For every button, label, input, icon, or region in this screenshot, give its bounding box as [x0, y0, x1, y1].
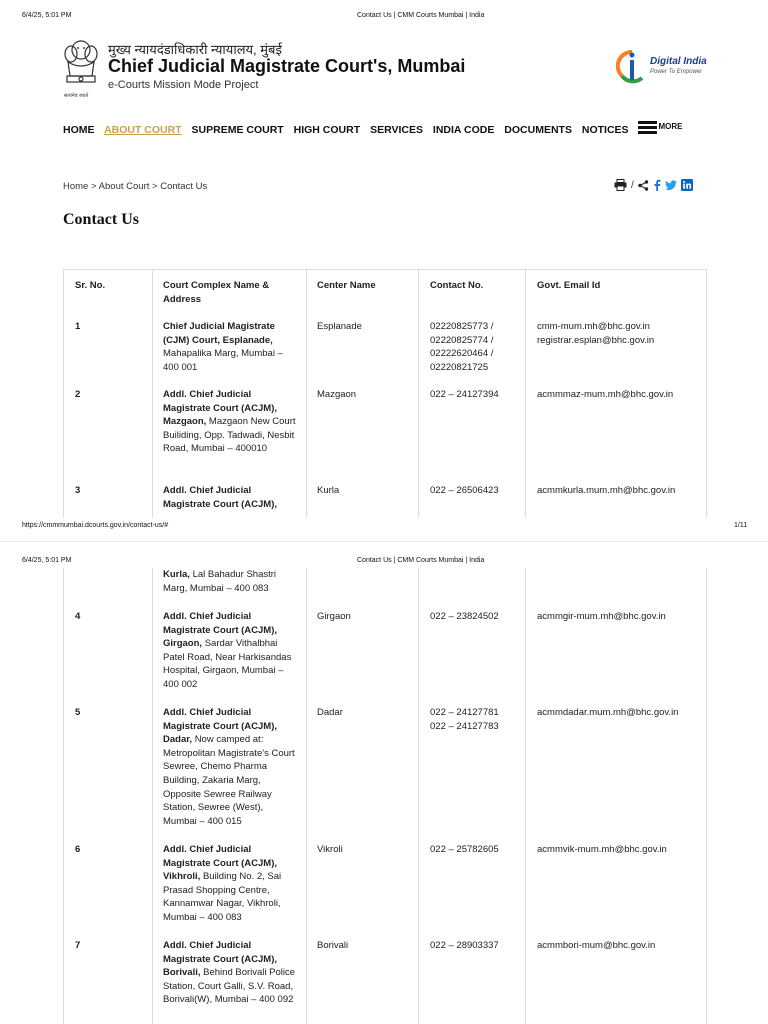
cell-center: Vikroli	[317, 844, 343, 855]
cell-sr: 5	[75, 707, 81, 718]
breadcrumb-current: Contact Us	[160, 181, 208, 192]
breadcrumb-home[interactable]: Home	[63, 181, 89, 192]
court-name: Kurla,	[163, 569, 190, 580]
table-row	[64, 843, 706, 939]
court-name: Addl. Chief Judicial Magistrate Court (ACJM), Vikhroli,	[163, 844, 278, 883]
site-subtitle: e-Courts Mission Mode Project	[108, 79, 259, 91]
cell-center: Mazgaon	[317, 389, 357, 400]
th-email: Govt. Email Id	[537, 280, 601, 291]
site-title: Chief Judicial Magistrate Court's, Mumbai	[108, 56, 466, 76]
digital-india-title: Digital India	[650, 56, 707, 67]
share-toolbar	[614, 179, 693, 191]
print-icon[interactable]	[614, 179, 627, 191]
table-row	[64, 706, 706, 843]
cell-email: cmm-mum.mh@bhc.gov.in registrar.esplan@bhc.gov.in	[537, 321, 655, 346]
print-title: Contact Us | CMM Courts Mumbai | India	[357, 557, 485, 564]
court-address: Behind Borivali Police Station, Court Galli, S.V. Road, Borivali(W), Mumbai – 400 092	[163, 967, 296, 1006]
court-address: Lal Bahadur Shastri Marg, Mumbai – 400 083	[163, 569, 277, 594]
court-name: Addl. Chief Judicial Magistrate Court (ACJM),	[163, 485, 278, 510]
nav-notices[interactable]: NOTICES	[581, 124, 629, 136]
breadcrumb-sep: >	[152, 181, 158, 192]
cell-contact: 022 – 28903337	[430, 940, 499, 951]
breadcrumb	[63, 181, 207, 192]
cell-court	[163, 568, 298, 595]
cell-sr: 7	[75, 940, 81, 951]
court-address: Mahapalika Marg, Mumbai – 400 001	[163, 348, 283, 373]
contact-table	[63, 269, 707, 518]
print-datetime: 6/4/25, 5:01 PM	[22, 557, 72, 564]
cell-contact: 022 – 26506423	[430, 485, 499, 496]
court-address: Now camped at: Metropolitan Magistrate's Court Sewree, Chemo Pharma Building, Zakaria Marg, Opposite Sewree Railway Station, Sewree (West), Mumbai – 400 015	[163, 734, 295, 827]
nav-supreme-court[interactable]: SUPREME COURT	[191, 124, 284, 136]
cell-contact: 022 – 25782605	[430, 844, 499, 855]
cell-court	[163, 706, 298, 828]
table-header-row	[64, 279, 706, 323]
cell-email: acmmgir-mum.mh@bhc.gov.in	[537, 611, 666, 622]
print-datetime: 6/4/25, 5:01 PM	[22, 12, 72, 19]
digital-india-tagline: Power To Empower	[650, 69, 703, 75]
th-center-name: Center Name	[317, 280, 376, 291]
emblem-caption: सत्यमेव जयते	[64, 93, 89, 99]
nav-documents[interactable]: DOCUMENTS	[504, 124, 572, 136]
court-address: Mazgaon New Court Builiding, Opp. Tadwadi, Nesbit Road, Mumbai – 400010	[163, 416, 296, 455]
cell-sr: 2	[75, 389, 81, 400]
hamburger-icon	[638, 121, 657, 134]
digital-india-logo[interactable]	[616, 46, 712, 86]
court-name: Addl. Chief Judicial Magistrate Court (ACJM), Borivali,	[163, 940, 278, 979]
cell-court	[163, 320, 298, 374]
cell-contact: 022 – 24127394	[430, 389, 499, 400]
table-row	[64, 568, 706, 606]
th-sr-no: Sr. No.	[75, 280, 106, 291]
site-hindi-title: मुख्य न्यायदंडाधिकारी न्यायालय, मुंबई	[108, 42, 282, 57]
cell-court	[163, 939, 298, 1007]
nav-india-code[interactable]: INDIA CODE	[432, 124, 495, 136]
cell-email: acmmvik-mum.mh@bhc.gov.in	[537, 844, 667, 855]
page-title: Contact Us	[63, 211, 139, 228]
court-name: Addl. Chief Judicial Magistrate Court (ACJM), Girgaon,	[163, 611, 278, 650]
cell-center: Esplanade	[317, 321, 362, 332]
nav-about-court[interactable]: ABOUT COURT	[104, 124, 182, 136]
th-court-complex: Court Complex Name & Address	[163, 280, 270, 305]
table-row	[64, 484, 706, 519]
cell-email: acmmmaz-mum.mh@bhc.gov.in	[537, 389, 674, 400]
cell-email: acmmbori-mum@bhc.gov.in	[537, 940, 656, 951]
nav-more-label: MORE	[658, 122, 683, 131]
facebook-icon[interactable]	[653, 179, 661, 191]
cell-sr: 6	[75, 844, 81, 855]
print-page: 1/11	[734, 522, 748, 529]
cell-sr: 1	[75, 321, 81, 332]
cell-center: Girgaon	[317, 611, 351, 622]
court-address: Building No. 2, Sai Prasad Shopping Centre, Kannamwar Nagar, Vikhroli, Mumbai – 400 083	[163, 871, 282, 923]
cell-court	[163, 843, 298, 925]
cell-court	[163, 610, 298, 692]
cell-center: Dadar	[317, 707, 343, 718]
table-row	[64, 388, 706, 484]
breadcrumb-sep: >	[90, 181, 97, 192]
court-name: Addl. Chief Judicial Magistrate Court (ACJM), Mazgaon,	[163, 389, 278, 428]
nav-home[interactable]: HOME	[63, 124, 95, 136]
contact-table-continued	[63, 568, 707, 1024]
cell-contact: 02220825773 / 02220825774 / 02222620464 / 02220821725	[430, 321, 494, 373]
share-separator: /	[631, 179, 634, 191]
cell-sr: 3	[75, 485, 81, 496]
cell-email: acmmkurla.mum.mh@bhc.gov.in	[537, 485, 676, 496]
nav-services[interactable]: SERVICES	[370, 124, 423, 136]
breadcrumb-about[interactable]: About Court	[98, 181, 150, 192]
table-row	[64, 939, 706, 1024]
court-address: Sardar Vithalbhai Patel Road, Near Harkisandas Hospital, Girgaon, Mumbai – 400 002	[163, 638, 292, 690]
cell-sr: 4	[75, 611, 81, 622]
print-title: Contact Us | CMM Courts Mumbai | India	[357, 12, 485, 19]
page-break	[0, 541, 768, 542]
nav-high-court[interactable]: HIGH COURT	[293, 124, 361, 136]
cell-center: Borivali	[317, 940, 349, 951]
print-url: https://cmmmumbai.dcourts.gov.in/contact-us/#	[22, 522, 169, 529]
cell-email: acmmdadar.mum.mh@bhc.gov.in	[537, 707, 679, 718]
court-name: Addl. Chief Judicial Magistrate Court (ACJM), Dadar,	[163, 707, 278, 746]
national-emblem-logo	[60, 36, 102, 100]
cell-contact: 022 – 24127781 022 – 24127783	[430, 707, 499, 732]
th-contact-no: Contact No.	[430, 280, 484, 291]
cell-contact: 022 – 23824502	[430, 611, 499, 622]
linkedin-icon[interactable]	[681, 179, 693, 191]
nav-more-button[interactable]	[638, 120, 682, 133]
cell-center: Kurla	[317, 485, 340, 496]
twitter-icon[interactable]	[665, 180, 677, 191]
share-icon[interactable]	[638, 180, 649, 191]
table-row	[64, 610, 706, 706]
cell-court	[163, 484, 298, 511]
court-name: Chief Judicial Magistrate (CJM) Court, Esplanade,	[163, 321, 275, 346]
cell-court	[163, 388, 298, 456]
main-nav	[63, 120, 689, 136]
table-row	[64, 320, 706, 388]
